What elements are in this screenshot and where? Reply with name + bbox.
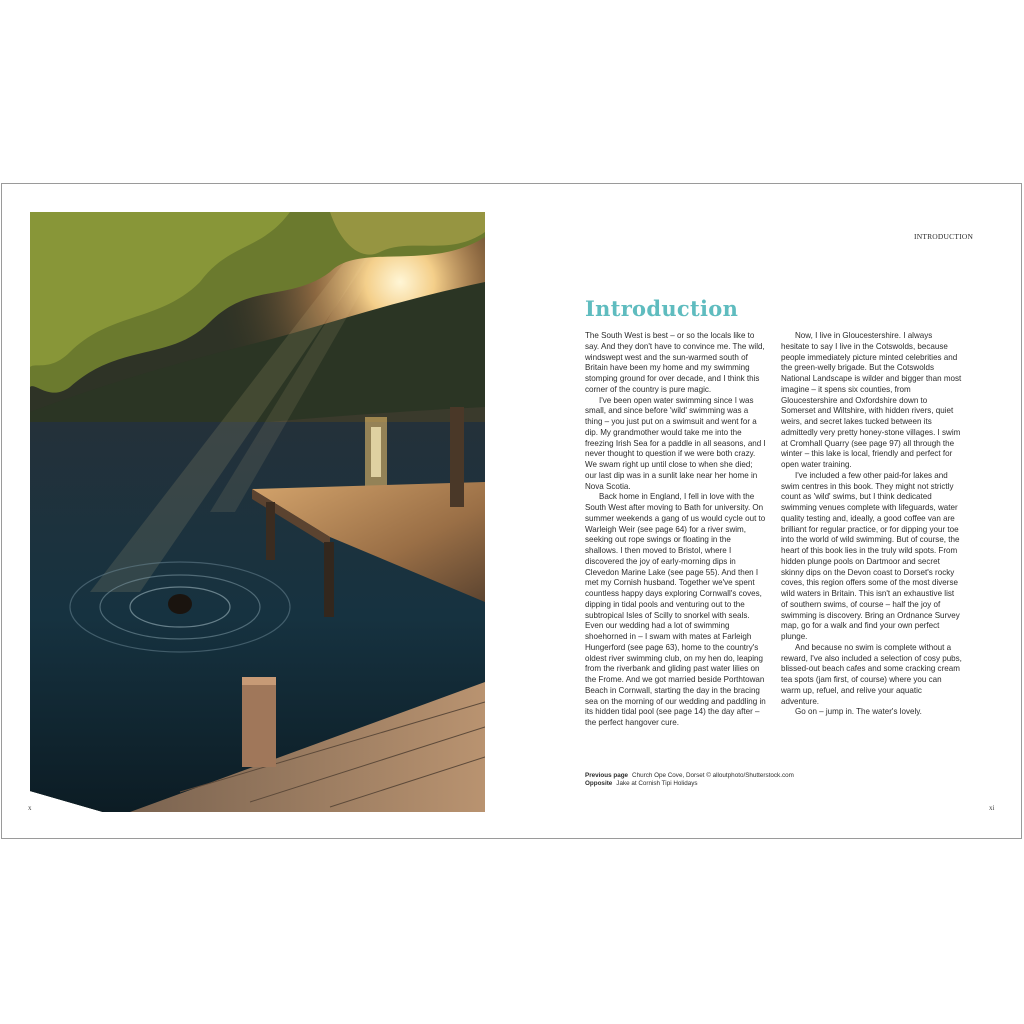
lake-jetty-photo <box>30 212 485 812</box>
caption-label: Opposite <box>585 780 613 788</box>
photo-illustration <box>30 212 485 812</box>
caption-opposite <box>585 780 794 788</box>
running-head: INTRODUCTION <box>914 232 974 241</box>
body-column-two <box>781 331 962 718</box>
body-column-one <box>585 331 766 729</box>
folio-right: xi <box>989 804 995 812</box>
paragraph: Now, I live in Gloucestershire. I always hesitate to say I live in the Cotswolds, because people immediately picture minted celebrities and the green-welly brigade. But the Cotswolds National Landscape is wilder and bigger than most imagine – it spens six counties, from Gloucestershire and Oxfordshire down to Somerset and Wiltshire, with hidden rivers, quiet weirs, and secret lakes tucked between its admittedly very pretty honey-stone villages. I swim at Cromhall Quarry (see page 97) all through the winter – this lake is local, friendly and perfect for open water training. <box>781 331 962 469</box>
paragraph: Go on – jump in. The water's lovely. <box>795 707 922 717</box>
paragraph: I've been open water swimming since I was small, and since before 'wild' swimming was a thing – you just put on a swimsuit and went for a dip. My grandmother would take me into the freezing Irish Sea for a paddle in all seasons, and I never thought to question if we were both crazy. We swam right up until close to when she died; our last dip was in a sunlit lake near her home in Nova Scotia. <box>585 395 766 491</box>
folio-left: x <box>28 804 32 812</box>
paragraph: And because no swim is complete without a reward, I've also included a selection of cosy pubs, blissed-out beach cafes and some cracking cream tea spots (jam first, of course) where you can warm up, refuel, and relive your aquatic adventure. <box>781 642 962 706</box>
paragraph: The South West is best – or so the locals like to say. And they don't have to convince me. The wild, windswept west and the sun-warmed south of Britain have been my home and my swimming stomping ground for over decade, and I think this corner of the country is pure magic. <box>585 331 765 394</box>
paragraph: I've included a few other paid-for lakes and swim centres in this book. They might not strictly count as 'wild' swims, but I think dedicated swimming venues complete with lifeguards, water quality testing and, ideally, a good coffee van are brilliant for regular practice, or for dipping your toe into the world of wild swimming. But of course, the heart of this book lies in the truly wild spots. From hidden plunge pools on Dartmoor and secret skinny dips on the Devon coast to Dorset's rocky coves, this region offers some of the most diverse wild waters in Britain. This isn't an exhaustive list of southern swims, of course – half the joy of swimming is discovery. Bring an Ordnance Survey map, go for a walk and find your own perfect plunge. <box>781 470 960 641</box>
caption-previous-page <box>585 772 794 780</box>
paragraph: Back home in England, I fell in love with the South West after moving to Bath for university. On summer weekends a gang of us would cycle out to Warleigh Weir (see page 64) for a river swim, seeking out rope swings or floating in the shallows. I then moved to Bristol, where I discovered the joy of early-morning dips in Clevedon Marine Lake (see page 55). And then I met my Cornish husband. Together we've spent countless happy days exploring Cornwall's coves, dipping in tidal pools and venturing out to the subtropical Isles of Scilly to snorkel with seals. Even our wedding had a lot of swimming shoehorned in – I swam with mates at Farleigh Hungerford (see page 63), home to the country's oldest river swimming club, on my hen do, leaping from the riverbank and gliding past water lilies on the Frome. And we got married beside Porthtowan Beach in Cornwall, starting the day in the bracing sea on the morning of our wedding and paddling in its hidden tidal pool (see page 14) the day after – the perfect hangover cure. <box>585 492 766 727</box>
caption-text: Jake at Cornish Tipi Holidays <box>616 780 698 788</box>
page-title: Introduction <box>585 296 739 321</box>
book-spread <box>1 183 1022 839</box>
caption-label: Previous page <box>585 772 629 779</box>
photo-captions <box>585 772 794 789</box>
caption-text: Church Ope Cove, Dorset © alloutphoto/Shutterstock.com <box>632 772 794 779</box>
